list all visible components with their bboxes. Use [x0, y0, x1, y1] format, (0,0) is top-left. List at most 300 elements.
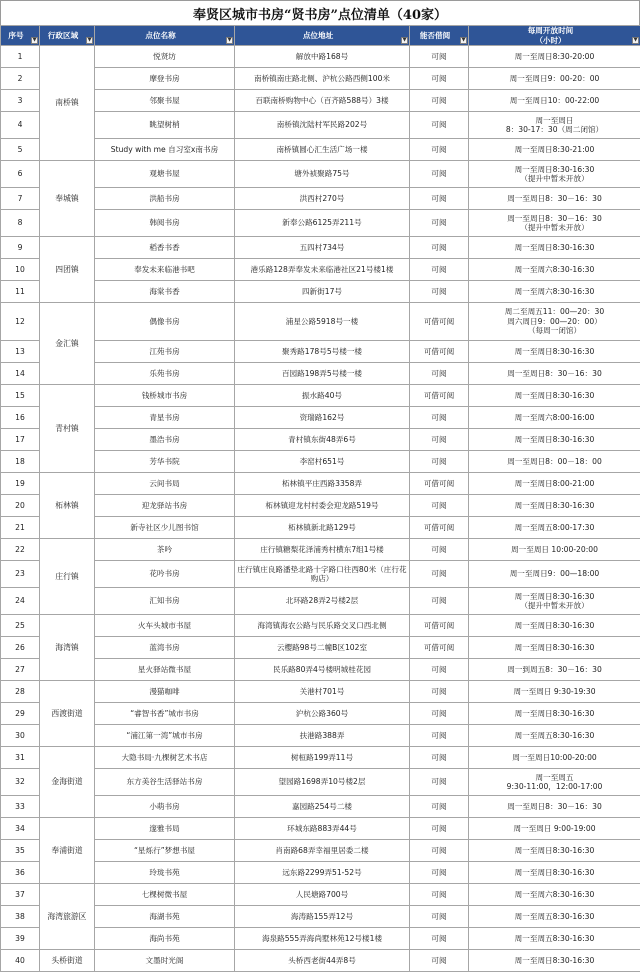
table-row [1, 46, 640, 68]
cell-no[interactable]: 16 [1, 407, 40, 429]
cell-no[interactable]: 34 [1, 818, 40, 840]
cell-address[interactable]: 海泉路555弄海尚墅林苑12号楼1楼 [235, 928, 410, 950]
cell-district[interactable]: 金汇镇 [40, 303, 95, 385]
cell-no[interactable]: 5 [1, 139, 40, 161]
cell-address[interactable]: 关港村701号 [235, 681, 410, 703]
cell-no[interactable]: 10 [1, 259, 40, 281]
hours-line: 周一至周日 9:30-19:30 [471, 687, 638, 696]
cell-no[interactable]: 37 [1, 884, 40, 906]
filter-dropdown-icon[interactable]: ▼ [226, 37, 233, 44]
cell-district[interactable]: 柘林镇 [40, 473, 95, 539]
cell-no[interactable]: 40 [1, 950, 40, 972]
hours-line: （每周一闭馆） [471, 326, 638, 335]
cell-no[interactable]: 11 [1, 281, 40, 303]
hours-line: 周一至周日8:30-16:30 [471, 643, 638, 652]
cell-lending[interactable]: 可阅 [410, 928, 469, 950]
table-row [1, 769, 640, 796]
cell-hours[interactable] [469, 747, 640, 769]
hours-line: 周一至周日8:30-16:30 [471, 391, 638, 400]
cell-no[interactable]: 21 [1, 517, 40, 539]
cell-address[interactable]: 柘林镇迎龙村村委会迎龙路519号 [235, 495, 410, 517]
cell-hours[interactable] [469, 703, 640, 725]
table-row [1, 725, 640, 747]
cell-hours[interactable] [469, 906, 640, 928]
cell-hours[interactable] [469, 112, 640, 139]
cell-address[interactable]: 洪西村270号 [235, 188, 410, 210]
cell-lending[interactable]: 可借可阅 [410, 303, 469, 341]
cell-name[interactable]: 文墨时光阁 [95, 950, 235, 972]
cell-hours[interactable] [469, 539, 640, 561]
cell-name[interactable]: “浦江第一湾”城市书房 [95, 725, 235, 747]
cell-hours[interactable] [469, 637, 640, 659]
cell-no[interactable]: 20 [1, 495, 40, 517]
cell-no[interactable]: 12 [1, 303, 40, 341]
table-row [1, 259, 640, 281]
cell-no[interactable]: 17 [1, 429, 40, 451]
table-row [1, 659, 640, 681]
cell-hours[interactable] [469, 840, 640, 862]
cell-address[interactable]: 南桥镇沈陆村军民路202号 [235, 112, 410, 139]
hours-line: 周一至周日8:30-20:00 [471, 52, 638, 61]
cell-address[interactable]: 资瑞路162号 [235, 407, 410, 429]
cell-lending[interactable]: 可阅 [410, 681, 469, 703]
hours-line: 周一至周日9：00-20：00 [471, 74, 638, 83]
hours-line: 周一至周日8:30-16:30 [471, 592, 638, 601]
cell-lending[interactable]: 可阅 [410, 588, 469, 615]
cell-name[interactable]: 江苑书房 [95, 341, 235, 363]
filter-dropdown-icon[interactable]: ▼ [401, 37, 408, 44]
cell-hours[interactable] [469, 862, 640, 884]
cell-no[interactable]: 32 [1, 769, 40, 796]
cell-hours[interactable] [469, 281, 640, 303]
cell-lending[interactable]: 可借可阅 [410, 341, 469, 363]
cell-address[interactable]: 振水路40号 [235, 385, 410, 407]
table-row [1, 862, 640, 884]
hours-line: 周二至周五11：00—20：30 [471, 307, 638, 316]
cell-lending[interactable]: 可阅 [410, 818, 469, 840]
cell-address[interactable]: 新奉公路6125弄211号 [235, 210, 410, 237]
hours-line: 周一至周日 9:00-19:00 [471, 824, 638, 833]
hours-line: 9:30-11:00，12:00-17:00 [471, 782, 638, 791]
cell-name[interactable]: 墨浩书房 [95, 429, 235, 451]
cell-no[interactable]: 2 [1, 68, 40, 90]
cell-address[interactable]: 云樱路98号二幢B区102室 [235, 637, 410, 659]
cell-district[interactable]: 庄行镇 [40, 539, 95, 615]
cell-lending[interactable]: 可阅 [410, 495, 469, 517]
cell-lending[interactable]: 可阅 [410, 703, 469, 725]
cell-lending[interactable]: 可阅 [410, 884, 469, 906]
hours-line: 8：30-17：30（周二闭馆） [471, 125, 638, 134]
cell-address[interactable]: 青村镇东街48弄6号 [235, 429, 410, 451]
cell-name[interactable]: 洪船书房 [95, 188, 235, 210]
cell-hours[interactable] [469, 561, 640, 588]
cell-hours[interactable] [469, 407, 640, 429]
cell-address[interactable]: 李窑村651号 [235, 451, 410, 473]
cell-name[interactable]: 大隐书局·九棵树艺术书店 [95, 747, 235, 769]
cell-name[interactable]: 奉发未来临港书吧 [95, 259, 235, 281]
cell-address[interactable]: 环城东路883弄44号 [235, 818, 410, 840]
cell-hours[interactable] [469, 259, 640, 281]
hours-line: 周一至周五8:30-16:30 [471, 912, 638, 921]
hours-line: 周一至周日8：30－16：30 [471, 369, 638, 378]
table-row [1, 884, 640, 906]
table-row [1, 747, 640, 769]
cell-hours[interactable] [469, 796, 640, 818]
cell-address[interactable]: 肖南路68弄幸福里居委二楼 [235, 840, 410, 862]
hours-line: 周一至周日 [471, 116, 638, 125]
cell-lending[interactable]: 可阅 [410, 725, 469, 747]
cell-name[interactable]: 海尚书苑 [95, 928, 235, 950]
cell-lending[interactable]: 可阅 [410, 259, 469, 281]
cell-name[interactable]: 韩阅书房 [95, 210, 235, 237]
table-row [1, 407, 640, 429]
cell-no[interactable]: 38 [1, 906, 40, 928]
cell-name[interactable]: “星烁行”梦想书屋 [95, 840, 235, 862]
cell-hours[interactable] [469, 363, 640, 385]
hours-line: 周一至周日8:30-16:30 [471, 868, 638, 877]
table-row [1, 112, 640, 139]
cell-hours[interactable] [469, 303, 640, 341]
table-row [1, 210, 640, 237]
table-row [1, 139, 640, 161]
cell-no[interactable]: 13 [1, 341, 40, 363]
cell-hours[interactable] [469, 46, 640, 68]
cell-name[interactable]: 海湖书苑 [95, 906, 235, 928]
cell-hours[interactable] [469, 90, 640, 112]
cell-name[interactable]: 东方美谷生活驿站书房 [95, 769, 235, 796]
cell-no[interactable]: 39 [1, 928, 40, 950]
cell-district[interactable]: 头桥街道 [40, 950, 95, 972]
cell-hours[interactable] [469, 473, 640, 495]
cell-no[interactable]: 15 [1, 385, 40, 407]
cell-address[interactable]: 沪杭公路360号 [235, 703, 410, 725]
table-row [1, 615, 640, 637]
table-row [1, 539, 640, 561]
cell-name[interactable]: 漫猫咖啡 [95, 681, 235, 703]
header-district[interactable]: 行政区域 ▼ [40, 26, 95, 46]
cell-no[interactable]: 14 [1, 363, 40, 385]
cell-name[interactable]: 新寺社区少儿图书馆 [95, 517, 235, 539]
cell-lending[interactable]: 可阅 [410, 112, 469, 139]
cell-no[interactable]: 24 [1, 588, 40, 615]
table-row [1, 161, 640, 188]
cell-address[interactable]: 民乐路80弄4号楼明城桂花园 [235, 659, 410, 681]
cell-no[interactable]: 4 [1, 112, 40, 139]
filter-dropdown-icon[interactable]: ▼ [86, 37, 93, 44]
cell-no[interactable]: 7 [1, 188, 40, 210]
cell-name[interactable]: 汇知书房 [95, 588, 235, 615]
cell-district[interactable]: 西渡街道 [40, 681, 95, 747]
cell-name[interactable]: Study with me 自习室x南书房 [95, 139, 235, 161]
table-row [1, 928, 640, 950]
cell-lending[interactable]: 可阅 [410, 407, 469, 429]
hours-line: 周一至周日8：30－16：30 [471, 802, 638, 811]
table-row [1, 495, 640, 517]
cell-district[interactable]: 金海街道 [40, 747, 95, 818]
table-row [1, 906, 640, 928]
cell-hours[interactable] [469, 769, 640, 796]
cell-name[interactable]: 稻香书香 [95, 237, 235, 259]
cell-lending[interactable]: 可阅 [410, 363, 469, 385]
cell-hours[interactable] [469, 928, 640, 950]
cell-lending[interactable]: 可阅 [410, 161, 469, 188]
cell-name[interactable]: 小萌书房 [95, 796, 235, 818]
table-row [1, 341, 640, 363]
table-row [1, 281, 640, 303]
cell-hours[interactable] [469, 385, 640, 407]
hours-line: （提升中暂未开放） [471, 174, 638, 183]
cell-no[interactable]: 27 [1, 659, 40, 681]
cell-name[interactable]: 邻聚书屋 [95, 90, 235, 112]
header-name[interactable]: 点位名称 ▼ [95, 26, 235, 46]
cell-address[interactable]: 头桥西老街44弄8号 [235, 950, 410, 972]
cell-lending[interactable]: 可借可阅 [410, 473, 469, 495]
cell-hours[interactable] [469, 615, 640, 637]
cell-address[interactable]: 百联南桥购物中心（百齐路588号）3楼 [235, 90, 410, 112]
cell-no[interactable]: 8 [1, 210, 40, 237]
cell-address[interactable]: 柘林镇新北路129号 [235, 517, 410, 539]
table-row [1, 818, 640, 840]
cell-no[interactable]: 22 [1, 539, 40, 561]
hours-line: 周一至周六8:30-16:30 [471, 287, 638, 296]
cell-address[interactable]: 聚秀路178号5号楼一楼 [235, 341, 410, 363]
cell-hours[interactable] [469, 139, 640, 161]
cell-address[interactable]: 人民塘路700号 [235, 884, 410, 906]
cell-address[interactable]: 五四村734号 [235, 237, 410, 259]
cell-district[interactable]: 海湾旅游区 [40, 884, 95, 950]
cell-hours[interactable] [469, 237, 640, 259]
hours-line: 周一至周日 10:00-20:00 [471, 545, 638, 554]
cell-no[interactable]: 25 [1, 615, 40, 637]
hours-line: 周一至周六8:30-16:30 [471, 265, 638, 274]
cell-lending[interactable]: 可阅 [410, 237, 469, 259]
cell-name[interactable]: 悦贤坊 [95, 46, 235, 68]
cell-hours[interactable] [469, 818, 640, 840]
table-row [1, 588, 640, 615]
cell-hours[interactable] [469, 725, 640, 747]
hours-line: 周六周日9：00—20：00） [471, 317, 638, 326]
cell-lending[interactable]: 可借可阅 [410, 517, 469, 539]
table-row [1, 363, 640, 385]
cell-name[interactable]: 云间书局 [95, 473, 235, 495]
cell-no[interactable]: 33 [1, 796, 40, 818]
cell-name[interactable]: 眺望树梢 [95, 112, 235, 139]
cell-address[interactable]: 庄行镇庄良路潘垫北路十字路口往西80米（庄行花购店） [235, 561, 410, 588]
table-row [1, 451, 640, 473]
hours-line: 周一至周五8:00-17:30 [471, 523, 638, 532]
cell-name[interactable]: 摩登书房 [95, 68, 235, 90]
cell-name[interactable]: “睿智书香”城市书房 [95, 703, 235, 725]
cell-no[interactable]: 6 [1, 161, 40, 188]
cell-address[interactable]: 嘉园路254号二楼 [235, 796, 410, 818]
cell-no[interactable]: 36 [1, 862, 40, 884]
cell-lending[interactable]: 可阅 [410, 862, 469, 884]
cell-lending[interactable]: 可阅 [410, 539, 469, 561]
cell-name[interactable]: 观塘书屋 [95, 161, 235, 188]
cell-district[interactable]: 奉浦街道 [40, 818, 95, 884]
table-row [1, 950, 640, 972]
hours-line: 周一至周日8：30－16：30 [471, 194, 638, 203]
cell-lending[interactable]: 可阅 [410, 68, 469, 90]
cell-no[interactable]: 31 [1, 747, 40, 769]
table-row [1, 90, 640, 112]
cell-address[interactable]: 扶港路388弄 [235, 725, 410, 747]
cell-name[interactable]: 乐苑书房 [95, 363, 235, 385]
cell-name[interactable]: 青星书房 [95, 407, 235, 429]
cell-lending[interactable]: 可阅 [410, 210, 469, 237]
hours-line: 周一至周五 [471, 773, 638, 782]
header-no[interactable]: 序号 ▼ [1, 26, 40, 46]
cell-name[interactable]: 蓝湾书房 [95, 637, 235, 659]
table-row [1, 637, 640, 659]
cell-lending[interactable]: 可阅 [410, 281, 469, 303]
cell-address[interactable]: 四新街17号 [235, 281, 410, 303]
cell-name[interactable]: 海棠书香 [95, 281, 235, 303]
cell-hours[interactable] [469, 517, 640, 539]
cell-lending[interactable]: 可阅 [410, 659, 469, 681]
table-row [1, 796, 640, 818]
filter-dropdown-icon[interactable]: ▼ [632, 37, 639, 44]
cell-hours[interactable] [469, 950, 640, 972]
cell-address[interactable]: 海涛路155弄12号 [235, 906, 410, 928]
cell-address[interactable]: 解放中路168号 [235, 46, 410, 68]
bookroom-table [0, 25, 640, 972]
cell-name[interactable]: 星火驿站微书屋 [95, 659, 235, 681]
hours-line: （提升中暂未开放） [471, 601, 638, 610]
cell-hours[interactable] [469, 495, 640, 517]
cell-address[interactable]: 南桥镇圆心汇生活广场一楼 [235, 139, 410, 161]
table-row [1, 517, 640, 539]
cell-district[interactable]: 四团镇 [40, 237, 95, 303]
cell-lending[interactable]: 可借可阅 [410, 637, 469, 659]
cell-hours[interactable] [469, 659, 640, 681]
cell-district[interactable]: 南桥镇 [40, 46, 95, 161]
cell-lending[interactable]: 可阅 [410, 90, 469, 112]
cell-lending[interactable]: 可阅 [410, 950, 469, 972]
hours-line: 周一至周日8:30-16:30 [471, 243, 638, 252]
filter-dropdown-icon[interactable]: ▼ [460, 37, 467, 44]
cell-address[interactable]: 浦星公路5918号一楼 [235, 303, 410, 341]
cell-lending[interactable]: 可阅 [410, 769, 469, 796]
cell-hours[interactable] [469, 451, 640, 473]
cell-no[interactable]: 9 [1, 237, 40, 259]
cell-no[interactable]: 3 [1, 90, 40, 112]
cell-hours[interactable] [469, 161, 640, 188]
hours-line: 周一至周日10:00-20:00 [471, 753, 638, 762]
cell-address[interactable]: 北环路28弄2号楼2层 [235, 588, 410, 615]
cell-name[interactable]: 邃雅书局 [95, 818, 235, 840]
hours-line: 周一至周日9：00—18:00 [471, 569, 638, 578]
cell-name[interactable]: 火车头城市书屋 [95, 615, 235, 637]
cell-address[interactable]: 港乐路128弄奉发未来临港社区21号楼1楼 [235, 259, 410, 281]
cell-address[interactable]: 庄行镇糖梨花泽浦秀村横东7组1号楼 [235, 539, 410, 561]
cell-lending[interactable]: 可阅 [410, 188, 469, 210]
cell-no[interactable]: 18 [1, 451, 40, 473]
cell-hours[interactable] [469, 68, 640, 90]
cell-address[interactable]: 柘林镇平庄西路3358弄 [235, 473, 410, 495]
cell-lending[interactable]: 可阅 [410, 906, 469, 928]
cell-address[interactable]: 南桥镇南庄路北侧、沪杭公路西侧100米 [235, 68, 410, 90]
cell-hours[interactable] [469, 210, 640, 237]
hours-line: 周一至周日8:30-16:30 [471, 956, 638, 965]
cell-lending[interactable]: 可阅 [410, 139, 469, 161]
cell-hours[interactable] [469, 429, 640, 451]
cell-lending[interactable]: 可借可阅 [410, 615, 469, 637]
cell-no[interactable]: 19 [1, 473, 40, 495]
cell-no[interactable]: 26 [1, 637, 40, 659]
cell-district[interactable]: 海湾镇 [40, 615, 95, 681]
cell-name[interactable]: 迎龙驿站书房 [95, 495, 235, 517]
cell-lending[interactable]: 可借可阅 [410, 385, 469, 407]
cell-no[interactable]: 1 [1, 46, 40, 68]
table-row [1, 385, 640, 407]
cell-lending[interactable]: 可阅 [410, 796, 469, 818]
table-row [1, 561, 640, 588]
header-hours[interactable]: 每周开放时间 （小时） ▼ [469, 26, 640, 46]
cell-name[interactable]: 玲珑书苑 [95, 862, 235, 884]
cell-no[interactable]: 35 [1, 840, 40, 862]
cell-lending[interactable]: 可阅 [410, 46, 469, 68]
hours-line: 周一至周日10：00-22:00 [471, 96, 638, 105]
cell-name[interactable]: 茶吟 [95, 539, 235, 561]
hours-line: 周一至周日8:30-16:30 [471, 165, 638, 174]
table-row [1, 429, 640, 451]
hours-line: 周一至周日8:30-16:30 [471, 435, 638, 444]
cell-name[interactable]: 芳华书院 [95, 451, 235, 473]
cell-hours[interactable] [469, 681, 640, 703]
table-row [1, 68, 640, 90]
cell-lending[interactable]: 可阅 [410, 840, 469, 862]
table-row [1, 840, 640, 862]
hours-line: 周一至周六8:30-16:30 [471, 890, 638, 899]
cell-address[interactable]: 望园路1698弄10号楼2层 [235, 769, 410, 796]
hours-line: 周一至周日8:30-16:30 [471, 501, 638, 510]
cell-lending[interactable]: 可阅 [410, 429, 469, 451]
cell-name[interactable]: 花吟书房 [95, 561, 235, 588]
cell-address[interactable]: 海湾镇海农公路与民乐路交叉口西北侧 [235, 615, 410, 637]
cell-district[interactable]: 奉城镇 [40, 161, 95, 237]
cell-name[interactable]: 偶像书房 [95, 303, 235, 341]
hours-line: 周一至周日8:30-16:30 [471, 347, 638, 356]
cell-lending[interactable]: 可阅 [410, 451, 469, 473]
cell-lending[interactable]: 可阅 [410, 747, 469, 769]
table-row [1, 473, 640, 495]
cell-hours[interactable] [469, 341, 640, 363]
cell-district[interactable]: 青村镇 [40, 385, 95, 473]
cell-address[interactable]: 树桓路199弄11号 [235, 747, 410, 769]
cell-no[interactable]: 29 [1, 703, 40, 725]
table-row [1, 188, 640, 210]
cell-name[interactable]: 七棵树微书屋 [95, 884, 235, 906]
cell-no[interactable]: 23 [1, 561, 40, 588]
cell-lending[interactable]: 可阅 [410, 561, 469, 588]
header-lending[interactable]: 能否借阅 ▼ [410, 26, 469, 46]
cell-hours[interactable] [469, 188, 640, 210]
hours-line: 周一至周日8:00-21:00 [471, 479, 638, 488]
hours-line: 周一至周日8:30-21:00 [471, 145, 638, 154]
cell-hours[interactable] [469, 588, 640, 615]
header-address[interactable]: 点位地址 ▼ [235, 26, 410, 46]
cell-address[interactable]: 塘外祯聚路75号 [235, 161, 410, 188]
cell-hours[interactable] [469, 884, 640, 906]
cell-no[interactable]: 28 [1, 681, 40, 703]
cell-address[interactable]: 百园路198弄5号楼一楼 [235, 363, 410, 385]
table-row [1, 303, 640, 341]
cell-name[interactable]: 钱桥城市书房 [95, 385, 235, 407]
cell-no[interactable]: 30 [1, 725, 40, 747]
cell-address[interactable]: 远东路2299弄51-52号 [235, 862, 410, 884]
filter-dropdown-icon[interactable]: ▼ [31, 37, 38, 44]
